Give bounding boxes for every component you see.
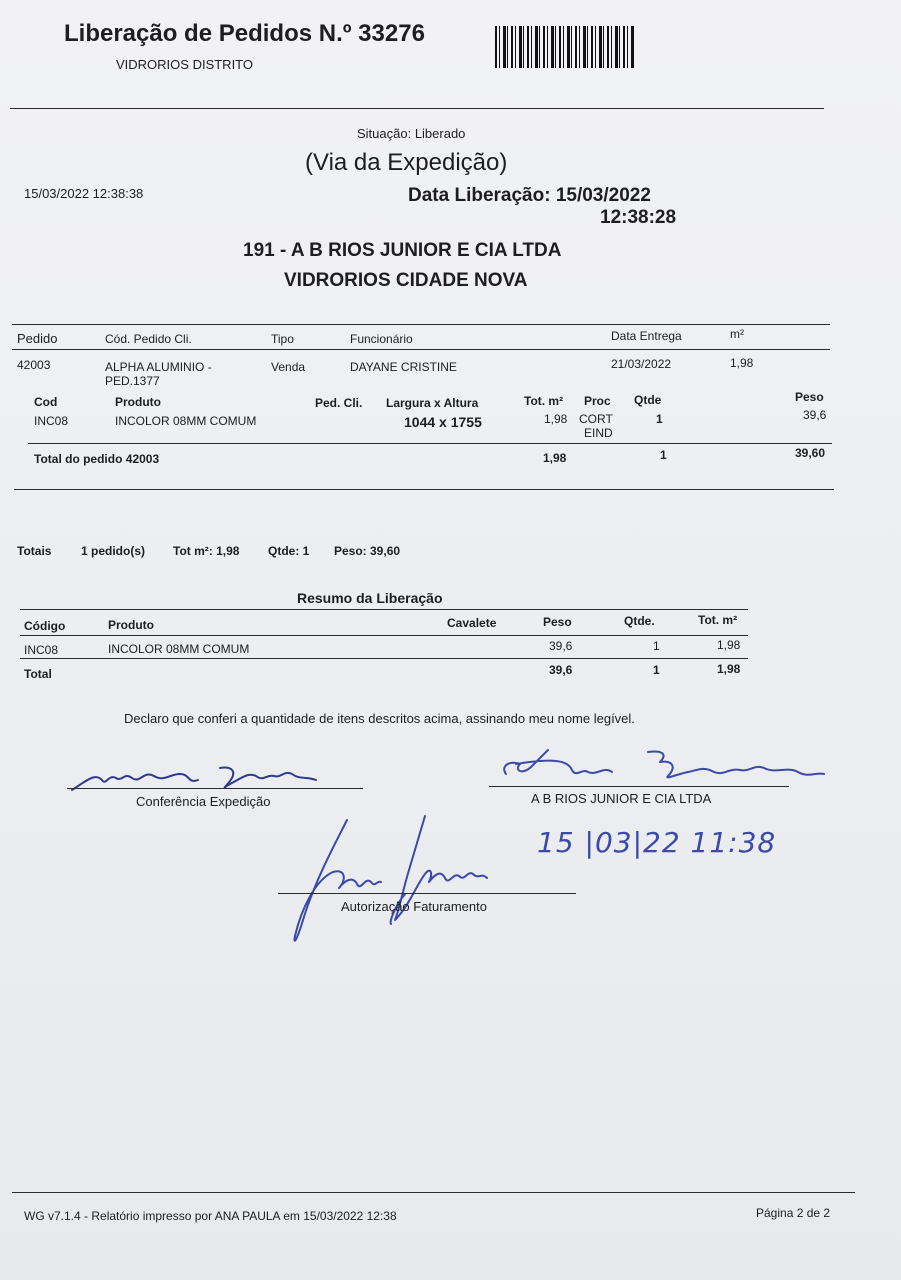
company-name: VIDRORIOS DISTRITO <box>116 57 253 72</box>
item-proc-1: CORT <box>579 412 613 426</box>
order-table-top-rule <box>12 324 830 325</box>
col-cod-pedido-cli: Cód. Pedido Cli. <box>105 332 192 346</box>
order-data-entrega: 21/03/2022 <box>611 357 672 371</box>
line-autorizacao <box>278 893 576 894</box>
col-data-entrega: Data Entrega <box>611 329 682 343</box>
order-cod-cli-line2: PED.1377 <box>105 374 160 388</box>
col-m2: m² <box>730 327 744 341</box>
order-total-m2: 1,98 <box>543 451 567 465</box>
item-col-peso: Peso <box>795 390 824 404</box>
summary-total-rule <box>20 658 748 659</box>
item-col-qtde: Qtde <box>634 393 662 407</box>
declaration-text: Declaro que conferi a quantidade de itens descritos acima, assinando meu nome legível. <box>124 711 635 726</box>
item-peso: 39,6 <box>803 408 827 422</box>
order-total-qtde: 1 <box>660 448 667 462</box>
item-tot-m2: 1,98 <box>544 412 568 426</box>
item-col-largura-altura: Largura x Altura <box>386 396 479 410</box>
order-m2: 1,98 <box>730 356 754 370</box>
order-tipo: Venda <box>271 360 306 374</box>
totals-m2: Tot m²: 1,98 <box>173 544 240 558</box>
summary-total-peso: 39,6 <box>549 663 573 677</box>
summary-tot-m2: 1,98 <box>717 638 741 652</box>
client-signature-label: A B RIOS JUNIOR E CIA LTDA <box>531 791 712 806</box>
col-funcionario: Funcionário <box>350 332 413 346</box>
order-cod-cli-line1: ALPHA ALUMINIO - <box>105 360 212 374</box>
summary-peso: 39,6 <box>549 639 573 653</box>
release-time: 12:38:28 <box>600 207 677 228</box>
order-header-rule <box>12 349 830 350</box>
item-col-ped-cli: Ped. Cli. <box>315 396 363 410</box>
order-total-label: Total do pedido 42003 <box>34 452 160 466</box>
summary-col-tot-m2: Tot. m² <box>698 613 738 627</box>
order-total-rule <box>28 443 832 444</box>
order-funcionario: DAYANE CRISTINE <box>350 360 457 374</box>
summary-title: Resumo da Liberação <box>297 590 443 606</box>
item-produto: INCOLOR 08MM COMUM <box>115 414 257 428</box>
line-client <box>489 786 789 787</box>
via-label: (Via da Expedição) <box>305 149 508 176</box>
item-proc-2: EIND <box>584 426 613 440</box>
print-timestamp: 15/03/2022 12:38:38 <box>24 186 144 201</box>
col-tipo: Tipo <box>271 332 294 346</box>
summary-top-rule <box>20 609 748 610</box>
order-table-bottom-rule <box>14 489 834 490</box>
item-cod: INC08 <box>34 414 69 428</box>
summary-total-qtde: 1 <box>653 663 660 677</box>
item-col-tot-m2: Tot. m² <box>524 394 564 408</box>
order-pedido: 42003 <box>17 358 51 372</box>
summary-total-label: Total <box>24 667 52 681</box>
signature-client <box>492 744 832 788</box>
summary-col-codigo: Código <box>24 619 66 633</box>
summary-col-produto: Produto <box>108 618 154 632</box>
line-conferencia <box>67 788 363 789</box>
document-title: Liberação de Pedidos N.º 33276 <box>64 20 425 47</box>
item-largura-altura: 1044 x 1755 <box>404 414 482 430</box>
handwritten-date: 15 |03|22 11:38 <box>537 826 777 859</box>
release-date: Data Liberação: 15/03/2022 <box>408 185 651 206</box>
summary-qtde: 1 <box>653 639 660 653</box>
item-qtde: 1 <box>656 412 663 426</box>
footer-report-info: WG v7.1.4 - Relatório impresso por ANA PAULA em 15/03/2022 12:38 <box>24 1209 397 1223</box>
col-pedido: Pedido <box>17 331 58 346</box>
signature-autorizacao <box>285 810 505 950</box>
totals-pedidos: 1 pedido(s) <box>81 544 146 558</box>
summary-col-qtde: Qtde. <box>624 614 655 628</box>
totals-peso: Peso: 39,60 <box>334 544 401 558</box>
barcode <box>495 26 635 68</box>
totals-qtde: Qtde: 1 <box>268 544 310 558</box>
client-name: 191 - A B RIOS JUNIOR E CIA LTDA <box>243 240 562 261</box>
summary-produto: INCOLOR 08MM COMUM <box>108 642 250 656</box>
totals-label: Totais <box>17 544 52 558</box>
item-col-proc: Proc <box>584 394 611 408</box>
status-text: Situação: Liberado <box>357 126 466 141</box>
client-branch: VIDRORIOS CIDADE NOVA <box>284 270 528 291</box>
conferencia-label: Conferência Expedição <box>136 794 271 809</box>
summary-total-m2: 1,98 <box>717 662 741 676</box>
order-total-peso: 39,60 <box>795 446 826 460</box>
header-divider <box>10 108 824 109</box>
summary-header-rule <box>20 635 748 636</box>
autorizacao-label: Autorização Faturamento <box>341 899 487 914</box>
item-col-produto: Produto <box>115 395 161 409</box>
item-col-cod: Cod <box>34 395 58 409</box>
summary-col-cavalete: Cavalete <box>447 616 497 630</box>
summary-codigo: INC08 <box>24 643 59 657</box>
footer-page-number: Página 2 de 2 <box>756 1206 831 1220</box>
summary-col-peso: Peso <box>543 615 572 629</box>
footer-rule <box>12 1192 855 1193</box>
